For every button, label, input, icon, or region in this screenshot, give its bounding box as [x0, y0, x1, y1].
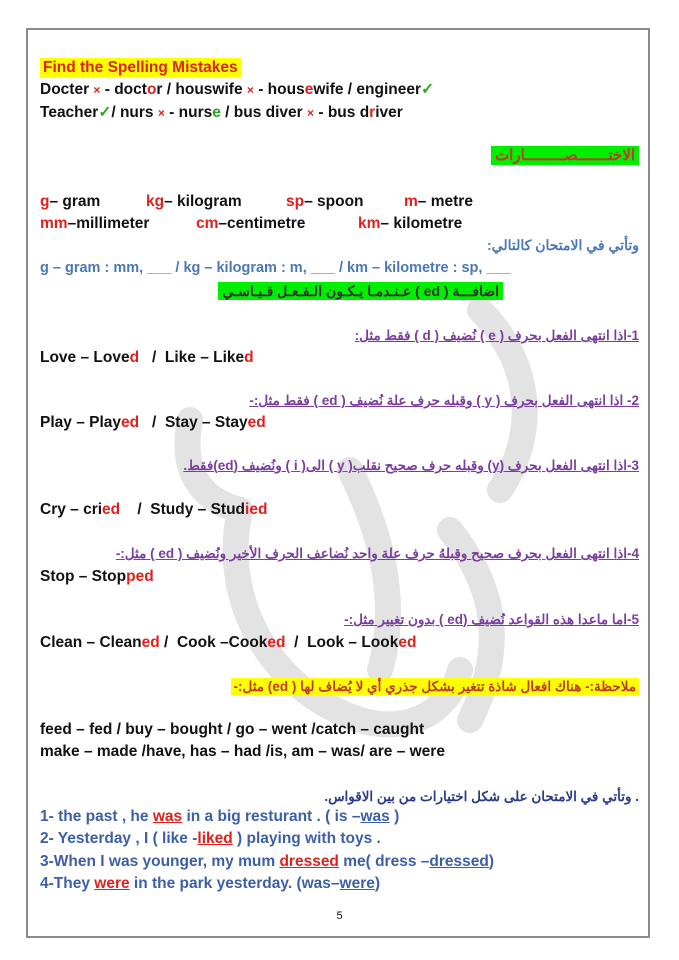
choice-q2: 2- Yesterday , I ( like -liked ) playing with toys .: [40, 830, 381, 847]
ed-example-5: Clean – Cleaned / Cook –Cooked / Look – Looked: [40, 634, 417, 651]
spelling-title: Find the Spelling Mistakes: [40, 58, 241, 78]
choice-q3: 3-When I was younger, my mum dressed me( dress –dressed): [40, 853, 494, 870]
ed-rule-1: 1-اذا انتهى الفعل بحرف ( e ) نُضيف ( d ) فقط مثل:: [354, 328, 639, 343]
irregular-line-1: feed – fed / buy – bought / go – went /catch – caught: [40, 721, 425, 738]
ed-example-3: Cry – cried / Study – Studied: [40, 501, 268, 518]
irregular-line-2: make – made /have, has – had /is, am – was/ are – were: [40, 743, 445, 760]
abbrev-exam-note: وتأتي في الامتحان كالتالي:: [487, 237, 639, 253]
ed-rule-4: 4-اذا انتهى الفعل بحرف صحيح وقبلهُ حرف علة واحد نُضاعف الحرف الأخير ونُضيف ( ed ) مثل:-: [115, 546, 639, 561]
ed-example-2: Play – Played / Stay – Stayed: [40, 414, 266, 431]
check-icon: ✓: [98, 104, 112, 121]
abbrev-row-2: mm–millimeter cm–centimetre km– kilometre: [40, 215, 463, 232]
ed-example-1: Love – Loved / Like – Liked: [40, 349, 254, 366]
ed-example-4: Stop – Stopped: [40, 568, 154, 585]
ed-rule-3: 3-اذا انتهى الفعل بحرف (y) وقبله حرف صحيح نقلب( y ) الى( i ) ونُضيف (ed)فقط.: [183, 458, 639, 473]
spelling-line-2: Teacher✓/ nurs × - nurse / bus diver × - bus driver: [40, 104, 403, 121]
page-number: 5: [336, 910, 343, 922]
ed-heading: اضافـــة ( ed ) عـنـدمـا يـكـون الـفـعـل قـيـاسـي: [218, 281, 503, 301]
abbrev-row-1: g– gram kg– kilogram sp– spoon m– metre: [40, 193, 473, 210]
choice-q1: 1- the past , he was in a big resturant . ( is –was ): [40, 808, 400, 825]
abbrev-heading: الاختـــــــصـــــــــارات: [491, 146, 639, 166]
choice-q4: 4-They were in the park yesterday. (was–were): [40, 875, 381, 892]
ed-rule-2: 2- اذا انتهى الفعل بحرف ( y ) وقبله حرف علة نُضيف ( ed ) فقط مثل:-: [249, 393, 639, 408]
irregular-note: ملاحظة:- هناك افعال شاذة تتغير بشكل جذري أي لا يُضاف لها ( ed) مثل:-: [231, 677, 639, 697]
check-icon: ✓: [421, 81, 435, 98]
spelling-line-1: Docter × - doctor / houswife × - housewife / engineer✓: [40, 81, 435, 98]
abbrev-exam-line: g – gram : mm, ___ / kg – kilogram : m, ___ / km – kilometre : sp, ___: [40, 260, 511, 276]
ed-rule-5: 5-اما ماعدا هذه القواعد نُضيف (ed ) بدون تغيير مثل:-: [344, 612, 639, 627]
choices-intro: . وتأتي في الامتحان على شكل اختيارات من بين الاقواس.: [324, 789, 639, 804]
